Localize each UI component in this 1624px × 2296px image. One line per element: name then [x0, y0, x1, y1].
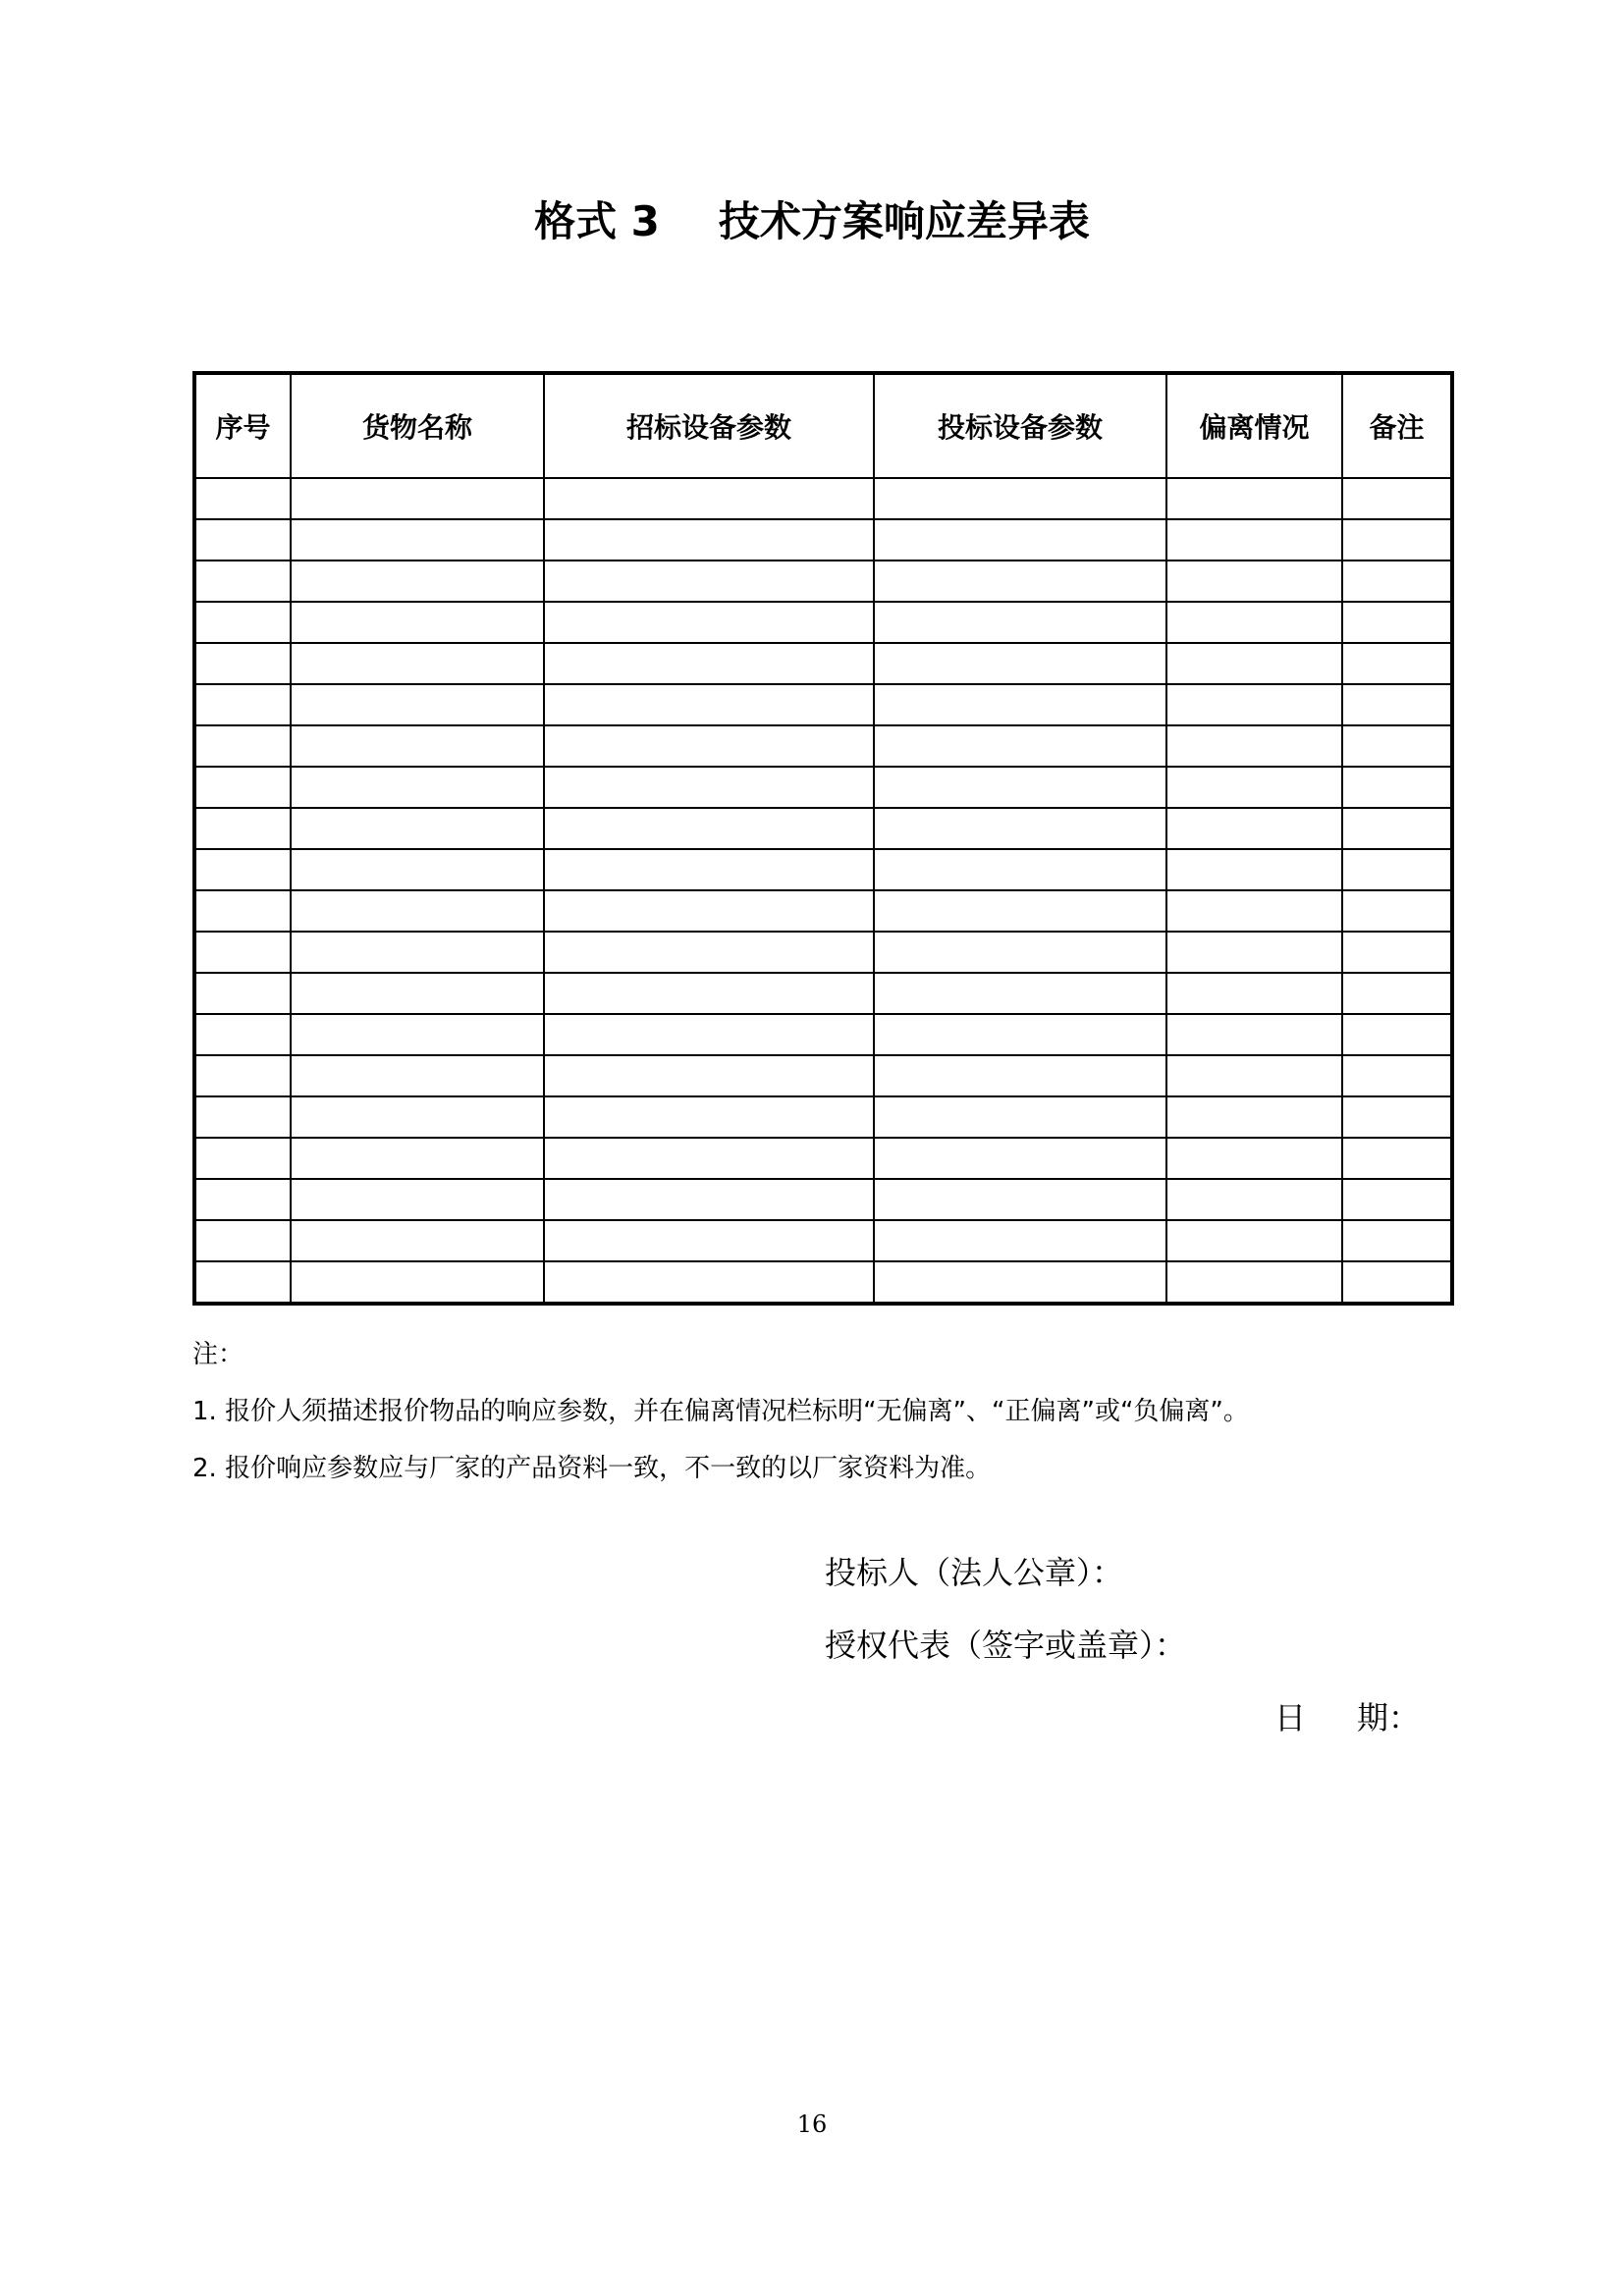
- table-cell: [291, 478, 544, 519]
- table-cell: [291, 767, 544, 808]
- table-cell: [1166, 684, 1342, 725]
- table-cell: [544, 725, 874, 767]
- table-cell: [291, 932, 544, 973]
- table-cell: [1166, 725, 1342, 767]
- table-row: [194, 1096, 1452, 1138]
- table-cell: [1166, 519, 1342, 561]
- table-cell: [1166, 1179, 1342, 1220]
- table-cell: [1342, 1014, 1452, 1055]
- table-cell: [291, 1096, 544, 1138]
- table-cell: [1166, 1220, 1342, 1261]
- table-cell: [194, 1261, 291, 1304]
- notes-section: [192, 1335, 1469, 1506]
- table-cell: [194, 973, 291, 1014]
- table-cell: [194, 1220, 291, 1261]
- table-row: [194, 643, 1452, 684]
- date-label: [1274, 1696, 1453, 1739]
- table-cell: [874, 1179, 1166, 1220]
- table-cell: [1342, 725, 1452, 767]
- table-cell: [194, 643, 291, 684]
- table-cell: [1342, 973, 1452, 1014]
- table-cell: [1166, 1014, 1342, 1055]
- table-cell: [544, 890, 874, 932]
- table-cell: [194, 767, 291, 808]
- table-cell: [194, 932, 291, 973]
- table-cell: [194, 808, 291, 849]
- title-prefix: 格式 3: [534, 197, 660, 245]
- table-cell: [1342, 561, 1452, 602]
- table-cell: [874, 602, 1166, 643]
- page-title: [0, 192, 1624, 251]
- table-cell: [194, 725, 291, 767]
- table-cell: [194, 1055, 291, 1096]
- table-cell: [1166, 643, 1342, 684]
- table-cell: [544, 1138, 874, 1179]
- note-line-1: 1. 报价人须描述报价物品的响应参数，并在偏离情况栏标明“无偏离”、“正偏离”或“负偏离”。: [192, 1397, 1249, 1426]
- table-cell: [291, 973, 544, 1014]
- header-remarks: 备注: [1342, 373, 1452, 478]
- table-cell: [194, 519, 291, 561]
- table-cell: [544, 1261, 874, 1304]
- table-cell: [291, 1014, 544, 1055]
- table-cell: [874, 1261, 1166, 1304]
- table-cell: [1342, 478, 1452, 519]
- table-cell: [194, 602, 291, 643]
- table-row: [194, 1179, 1452, 1220]
- table-cell: [291, 684, 544, 725]
- table-cell: [1166, 1055, 1342, 1096]
- table-cell: [1166, 478, 1342, 519]
- table-cell: [874, 767, 1166, 808]
- table-cell: [1166, 932, 1342, 973]
- table-cell: [1342, 1261, 1452, 1304]
- table-cell: [291, 1261, 544, 1304]
- table-cell: [291, 725, 544, 767]
- table-cell: [194, 561, 291, 602]
- table-row: [194, 602, 1452, 643]
- table-cell: [544, 973, 874, 1014]
- title-text: 技术方案响应差异表: [718, 197, 1090, 245]
- table-cell: [291, 602, 544, 643]
- page-number: 16: [796, 2110, 828, 2138]
- header-bid-parameters: 投标设备参数: [874, 373, 1166, 478]
- table-cell: [1166, 602, 1342, 643]
- table-row: [194, 561, 1452, 602]
- note-line-2: 2. 报价响应参数应与厂家的产品资料一致，不一致的以厂家资料为准。: [192, 1454, 992, 1483]
- table-cell: [1342, 767, 1452, 808]
- table-cell: [291, 519, 544, 561]
- table-cell: [544, 519, 874, 561]
- table-cell: [194, 684, 291, 725]
- table-cell: [1342, 1179, 1452, 1220]
- table-cell: [291, 849, 544, 890]
- table-cell: [1342, 932, 1452, 973]
- table-cell: [1342, 849, 1452, 890]
- table-cell: [874, 1220, 1166, 1261]
- table-cell: [874, 478, 1166, 519]
- header-goods-name: 货物名称: [291, 373, 544, 478]
- table-row: [194, 1261, 1452, 1304]
- table-cell: [874, 973, 1166, 1014]
- response-difference-table: [192, 371, 1454, 1306]
- table-cell: [291, 643, 544, 684]
- table-row: [194, 973, 1452, 1014]
- table-row: [194, 725, 1452, 767]
- table-cell: [194, 890, 291, 932]
- table-body: [194, 478, 1452, 1304]
- table-cell: [194, 1179, 291, 1220]
- table-cell: [544, 1014, 874, 1055]
- table-cell: [874, 561, 1166, 602]
- table-cell: [544, 1179, 874, 1220]
- table-row: [194, 1055, 1452, 1096]
- table-row: [194, 890, 1452, 932]
- table-row: [194, 849, 1452, 890]
- table-cell: [194, 1138, 291, 1179]
- signature-block: [825, 1551, 1453, 1739]
- table-cell: [1166, 973, 1342, 1014]
- table-cell: [291, 561, 544, 602]
- table-cell: [544, 808, 874, 849]
- table-row: [194, 519, 1452, 561]
- table-cell: [874, 890, 1166, 932]
- table-cell: [194, 1096, 291, 1138]
- header-deviation: 偏离情况: [1166, 373, 1342, 478]
- table-cell: [1166, 849, 1342, 890]
- table-cell: [544, 767, 874, 808]
- table-cell: [874, 849, 1166, 890]
- table-cell: [1342, 890, 1452, 932]
- table-cell: [1166, 808, 1342, 849]
- header-tender-parameters: 招标设备参数: [544, 373, 874, 478]
- table-cell: [874, 1096, 1166, 1138]
- table-cell: [1342, 1138, 1452, 1179]
- header-serial-number: 序号: [194, 373, 291, 478]
- table-cell: [1166, 1138, 1342, 1179]
- table-cell: [1166, 767, 1342, 808]
- table-cell: [874, 519, 1166, 561]
- table-cell: [291, 1179, 544, 1220]
- table-cell: [874, 1055, 1166, 1096]
- table-header-row: [194, 373, 1452, 478]
- table-cell: [1342, 602, 1452, 643]
- date-char-1: 日: [1274, 1699, 1307, 1736]
- table-cell: [544, 643, 874, 684]
- table-cell: [1342, 1096, 1452, 1138]
- table-row: [194, 684, 1452, 725]
- notes-heading: 注：: [192, 1340, 244, 1369]
- table-cell: [291, 808, 544, 849]
- table-cell: [544, 478, 874, 519]
- table-cell: [194, 478, 291, 519]
- table-cell: [1166, 1261, 1342, 1304]
- table-row: [194, 808, 1452, 849]
- table-cell: [544, 561, 874, 602]
- table-row: [194, 1138, 1452, 1179]
- table-cell: [291, 890, 544, 932]
- table-cell: [544, 684, 874, 725]
- table-cell: [1342, 643, 1452, 684]
- table-cell: [874, 643, 1166, 684]
- table-cell: [291, 1138, 544, 1179]
- table-cell: [874, 1014, 1166, 1055]
- table-cell: [544, 1220, 874, 1261]
- table-cell: [874, 684, 1166, 725]
- bidder-seal-label: 投标人（法人公章）：: [825, 1554, 1124, 1591]
- table-cell: [544, 849, 874, 890]
- table-cell: [544, 1096, 874, 1138]
- authorized-representative-label: 授权代表（签字或盖章）：: [825, 1627, 1187, 1664]
- table-cell: [544, 1055, 874, 1096]
- table-row: [194, 478, 1452, 519]
- table-cell: [874, 1138, 1166, 1179]
- date-char-2: 期：: [1357, 1699, 1421, 1736]
- table-cell: [874, 808, 1166, 849]
- table-row: [194, 932, 1452, 973]
- table-cell: [544, 932, 874, 973]
- table-cell: [1342, 684, 1452, 725]
- table-cell: [194, 1014, 291, 1055]
- table-cell: [194, 849, 291, 890]
- table-cell: [544, 602, 874, 643]
- table-cell: [874, 932, 1166, 973]
- table-cell: [291, 1055, 544, 1096]
- table-cell: [1166, 890, 1342, 932]
- table-cell: [291, 1220, 544, 1261]
- table-cell: [1342, 519, 1452, 561]
- table-cell: [1342, 808, 1452, 849]
- table-cell: [1166, 1096, 1342, 1138]
- table-cell: [874, 725, 1166, 767]
- table-cell: [1342, 1220, 1452, 1261]
- table-cell: [1166, 561, 1342, 602]
- table-row: [194, 1220, 1452, 1261]
- table-cell: [1342, 1055, 1452, 1096]
- table-row: [194, 767, 1452, 808]
- table-row: [194, 1014, 1452, 1055]
